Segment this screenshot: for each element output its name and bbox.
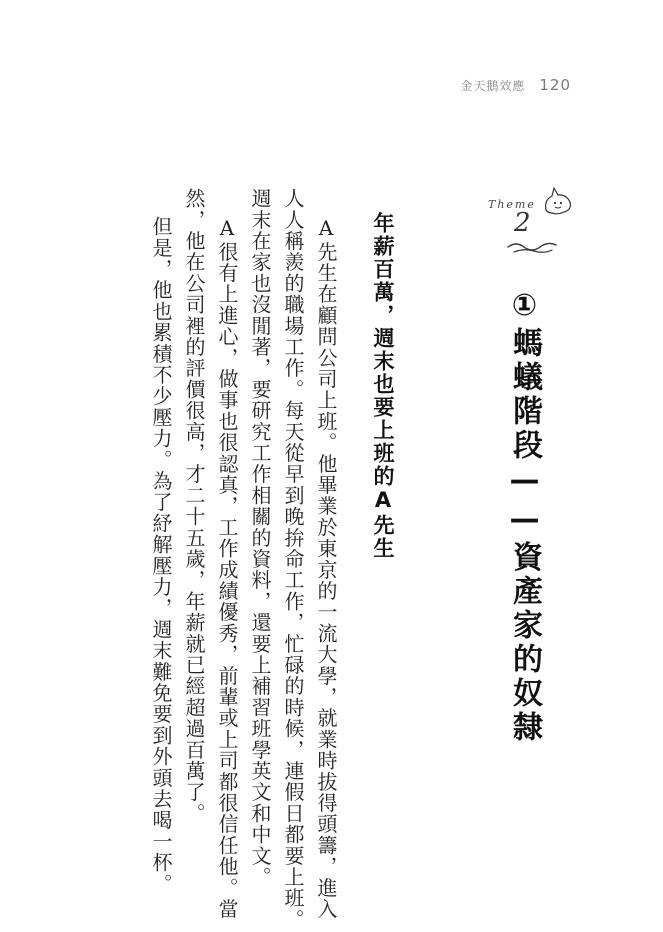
body-paragraph-line: A很有上進心，做事也很認真，工作成績優秀，前輩或上司都很信任他。當 (215, 216, 239, 920)
page-number: 120 (539, 76, 571, 94)
theme-label: Theme (488, 198, 536, 211)
section-heading: 年薪百萬，週末也要上班的A先生 (371, 212, 395, 560)
body-paragraph-line: 但是，他也累積不少壓力。為了紓解壓力，週末難免要到外頭去喝一杯。 (149, 216, 173, 895)
squiggle-underline-icon (506, 238, 558, 254)
chapter-title: ①螞蟻階段——資產家的奴隸 (507, 288, 542, 745)
body-paragraph-line: 然，他在公司裡的評價很高，才二十五歲，年薪就已經超過百萬了。 (182, 188, 206, 824)
theme-badge (488, 186, 598, 266)
body-paragraph-line: 週末在家也沒閒著，要研究工作相關的資料，還要上補習班學英文和中文。 (248, 188, 272, 888)
running-header (460, 76, 571, 94)
body-paragraph-line: A先生在顧問公司上班。他畢業於東京的一流大學，就業時拔得頭籌，進入 (314, 216, 338, 920)
book-title: 金天鵝效應 (460, 79, 526, 93)
body-paragraph-line: 人人稱羨的職場工作。每天從早到晚拚命工作，忙碌的時候，連假日都要上班。 (281, 188, 305, 930)
theme-number: 2 (514, 208, 531, 238)
ghost-doodle-icon (540, 184, 574, 218)
